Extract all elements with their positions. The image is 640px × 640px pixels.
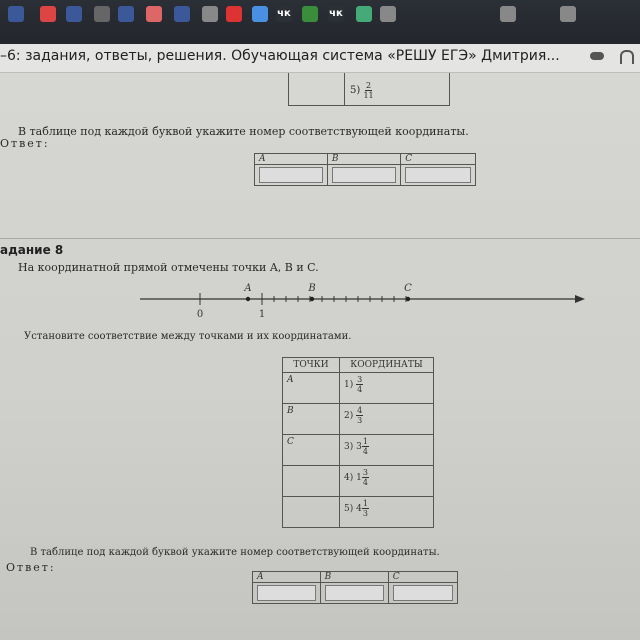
browser-tab-5[interactable] <box>146 6 162 22</box>
task8-answer-label: Ответ: <box>6 561 56 574</box>
browser-tab-14[interactable] <box>380 6 396 22</box>
answer-input-b[interactable] <box>325 585 384 601</box>
page-content <box>0 73 640 640</box>
task-divider <box>0 238 640 239</box>
answer-col-b: B <box>320 572 388 583</box>
match-table <box>282 357 434 528</box>
prev-option-5: 5) $\frac{2}{11}$ <box>350 81 374 100</box>
browser-tab-6[interactable] <box>174 6 190 22</box>
point-a <box>246 297 250 301</box>
match-header-points: ТОЧКИ <box>283 358 340 373</box>
tick-label-1: 1 <box>258 309 266 319</box>
browser-tab-16[interactable] <box>560 6 576 22</box>
task8-answer-table <box>252 571 458 604</box>
browser-tab-1[interactable] <box>40 6 56 22</box>
prev-options-divider <box>344 73 345 105</box>
match-point: A <box>283 373 340 404</box>
point-label-c: C <box>404 283 412 294</box>
match-row <box>283 435 434 466</box>
match-row <box>283 497 434 528</box>
match-coordinate: 5) 4 $\frac{1}{3}$ <box>340 497 434 528</box>
prev-answer-col-a: A <box>255 154 328 165</box>
match-point <box>283 497 340 528</box>
match-point: B <box>283 404 340 435</box>
task8-answer-instruction: В таблице под каждой буквой укажите номер соответствующей координаты. <box>30 547 440 558</box>
match-point: C <box>283 435 340 466</box>
point-label-a: A <box>244 283 252 294</box>
match-coordinate: 2) $\frac{4}{3}$ <box>340 404 434 435</box>
browser-tab-15[interactable] <box>500 6 516 22</box>
point-c <box>406 297 410 301</box>
match-coordinate: 4) 1 $\frac{3}{4}$ <box>340 466 434 497</box>
browser-tab-10[interactable]: чк <box>276 6 292 22</box>
tick-label-0: 0 <box>196 309 204 319</box>
point-b <box>310 297 314 301</box>
page-title: –6: задания, ответы, решения. Обучающая система «РЕШУ ЕГЭ» Дмитрия... <box>0 48 560 64</box>
browser-tab-11[interactable] <box>302 6 318 22</box>
browser-tab-9[interactable] <box>252 6 268 22</box>
browser-tab-bar <box>0 0 640 44</box>
task8-instruction: Установите соответствие между точками и их координатами. <box>24 331 352 342</box>
prev-answer-input-c[interactable] <box>405 167 471 183</box>
browser-tab-8[interactable] <box>226 6 242 22</box>
browser-tab-12[interactable]: чк <box>328 6 344 22</box>
browser-tab-0[interactable] <box>8 6 24 22</box>
task8-statement: На координатной прямой отмечены точки A, B и C. <box>18 261 319 274</box>
match-row <box>283 404 434 435</box>
prev-answer-input-b[interactable] <box>332 167 396 183</box>
prev-answer-label: Ответ: <box>0 137 50 150</box>
match-coordinate: 3) 3 $\frac{1}{4}$ <box>340 435 434 466</box>
browser-tab-13[interactable] <box>356 6 372 22</box>
prev-answer-col-c: C <box>401 154 476 165</box>
match-header-coords: КООРДИНАТЫ <box>340 358 434 373</box>
prev-answer-table <box>254 153 476 186</box>
browser-tab-2[interactable] <box>66 6 82 22</box>
answer-input-a[interactable] <box>257 585 316 601</box>
answer-input-c[interactable] <box>393 585 453 601</box>
answer-col-a: A <box>253 572 321 583</box>
browser-tab-7[interactable] <box>202 6 218 22</box>
headphones-icon[interactable] <box>620 50 634 64</box>
match-row <box>283 466 434 497</box>
match-point <box>283 466 340 497</box>
browser-tab-4[interactable] <box>118 6 134 22</box>
task8-heading: адание 8 <box>0 243 64 257</box>
match-coordinate: 1) $\frac{3}{4}$ <box>340 373 434 404</box>
browser-tab-3[interactable] <box>94 6 110 22</box>
page-title-bar <box>0 44 640 73</box>
point-label-b: B <box>308 283 316 294</box>
prev-instruction: В таблице под каждой буквой укажите номер соответствующей координаты. <box>18 125 469 138</box>
prev-answer-col-b: B <box>327 154 400 165</box>
cloud-icon[interactable] <box>590 52 604 60</box>
number-line <box>130 279 590 319</box>
prev-answer-input-a[interactable] <box>259 167 323 183</box>
match-row <box>283 373 434 404</box>
answer-col-c: C <box>388 572 457 583</box>
